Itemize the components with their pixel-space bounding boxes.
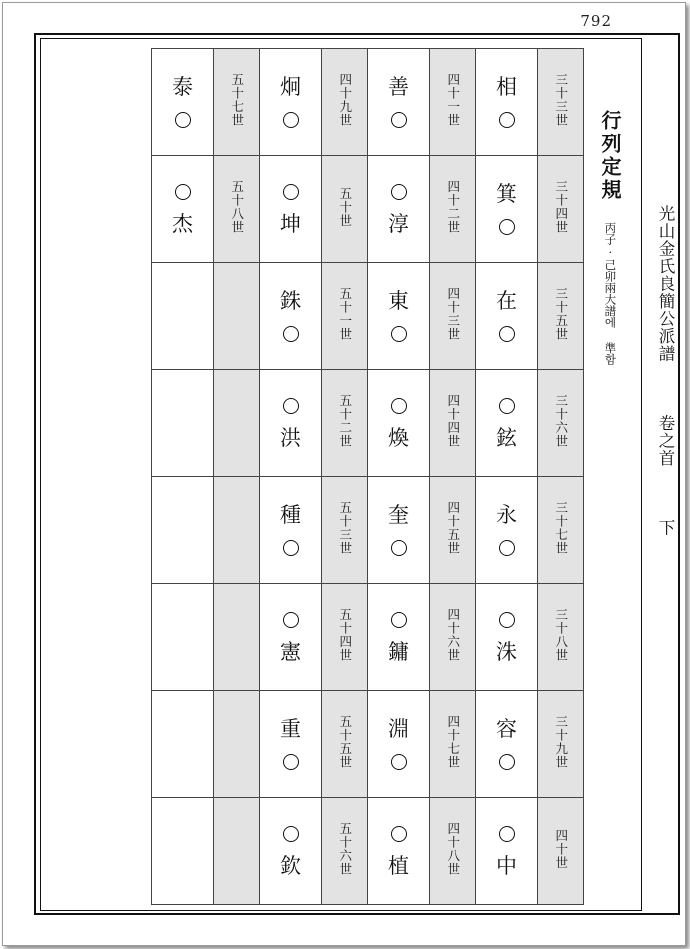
placeholder-circle	[391, 826, 407, 842]
part-label: 下	[656, 519, 675, 537]
table-row	[152, 584, 584, 691]
generation-cell	[430, 49, 476, 156]
generation-cell	[214, 477, 260, 584]
placeholder-circle	[499, 540, 515, 556]
generation-label: 三十五世	[553, 287, 569, 341]
name-pattern	[152, 798, 213, 904]
table-row	[152, 263, 584, 370]
name-pattern	[152, 156, 213, 262]
generation-cell	[430, 477, 476, 584]
generation-character: 坤	[280, 211, 301, 236]
generation-label: 三十九世	[553, 715, 569, 769]
name-cell	[152, 49, 214, 156]
placeholder-circle	[499, 612, 515, 628]
placeholder-circle	[499, 398, 515, 414]
name-cell	[368, 798, 430, 905]
table-body	[152, 49, 584, 905]
name-pattern	[368, 477, 429, 583]
name-cell	[152, 691, 214, 798]
placeholder-circle	[391, 540, 407, 556]
generation-character: 箕	[496, 181, 517, 206]
placeholder-circle	[283, 326, 299, 342]
generation-character: 洪	[280, 425, 301, 450]
generation-cell	[538, 691, 584, 798]
generation-name-table	[151, 48, 584, 905]
generation-cell	[214, 584, 260, 691]
generation-label: 四十一世	[445, 73, 461, 127]
generation-cell	[538, 263, 584, 370]
name-cell	[152, 798, 214, 905]
table-row	[152, 798, 584, 905]
name-pattern	[368, 798, 429, 904]
name-cell	[368, 156, 430, 263]
name-pattern	[476, 477, 537, 583]
generation-cell	[322, 49, 368, 156]
generation-cell	[430, 156, 476, 263]
generation-label: 四十三世	[445, 287, 461, 341]
generation-character: 重	[280, 716, 301, 741]
generation-character: 鉉	[496, 425, 517, 450]
generation-label: 四十四世	[445, 394, 461, 448]
name-cell	[152, 370, 214, 477]
name-cell	[368, 370, 430, 477]
generation-character: 欽	[280, 853, 301, 878]
name-cell	[260, 584, 322, 691]
placeholder-circle	[283, 540, 299, 556]
generation-label: 五十三世	[337, 501, 353, 555]
generation-label: 三十六世	[553, 394, 569, 448]
name-pattern	[476, 49, 537, 155]
name-cell	[476, 584, 538, 691]
name-pattern	[476, 691, 537, 797]
generation-character: 相	[496, 74, 517, 99]
generation-label: 五十七世	[229, 73, 245, 127]
name-pattern	[260, 798, 321, 904]
book-side-title	[653, 205, 677, 537]
generation-character: 種	[280, 502, 301, 527]
generation-character: 植	[388, 853, 409, 878]
name-pattern	[368, 263, 429, 369]
name-pattern	[260, 263, 321, 369]
generation-label: 四十五世	[445, 501, 461, 555]
generation-character: 煥	[388, 425, 409, 450]
name-pattern	[152, 370, 213, 476]
generation-label: 四十八世	[445, 822, 461, 876]
generation-cell	[430, 370, 476, 477]
name-cell	[368, 263, 430, 370]
name-pattern	[152, 691, 213, 797]
placeholder-circle	[499, 754, 515, 770]
generation-label: 四十六世	[445, 608, 461, 662]
table-row	[152, 370, 584, 477]
placeholder-circle	[175, 184, 191, 200]
name-cell	[368, 691, 430, 798]
name-cell	[368, 584, 430, 691]
generation-cell	[214, 49, 260, 156]
generation-label: 五十五世	[337, 715, 353, 769]
generation-cell	[538, 798, 584, 905]
generation-label: 三十四世	[553, 180, 569, 234]
generation-cell	[430, 691, 476, 798]
generation-cell	[322, 798, 368, 905]
placeholder-circle	[499, 112, 515, 128]
generation-character: 中	[496, 853, 517, 878]
generation-cell	[214, 691, 260, 798]
generation-label: 五十四世	[337, 608, 353, 662]
generation-character: 永	[496, 502, 517, 527]
name-pattern	[368, 691, 429, 797]
generation-cell	[214, 156, 260, 263]
name-pattern	[260, 584, 321, 690]
generation-cell	[430, 584, 476, 691]
generation-cell	[430, 798, 476, 905]
placeholder-circle	[283, 184, 299, 200]
name-cell	[476, 370, 538, 477]
generation-label: 四十世	[553, 828, 569, 870]
name-pattern	[476, 156, 537, 262]
generation-character: 憲	[280, 639, 301, 664]
placeholder-circle	[283, 112, 299, 128]
name-cell	[260, 370, 322, 477]
generation-label: 三十八世	[553, 608, 569, 662]
name-cell	[260, 477, 322, 584]
generation-character: 泰	[172, 74, 193, 99]
placeholder-circle	[175, 112, 191, 128]
generation-character: 洙	[496, 639, 517, 664]
table-row	[152, 691, 584, 798]
generation-label: 五十八世	[229, 180, 245, 234]
generation-character: 鏞	[388, 639, 409, 664]
generation-cell	[322, 263, 368, 370]
name-cell	[476, 156, 538, 263]
placeholder-circle	[391, 184, 407, 200]
name-pattern	[476, 584, 537, 690]
placeholder-circle	[391, 398, 407, 414]
generation-cell	[538, 477, 584, 584]
generation-label: 五十二世	[337, 394, 353, 448]
generation-character: 奎	[388, 502, 409, 527]
placeholder-circle	[283, 398, 299, 414]
name-pattern	[476, 798, 537, 904]
placeholder-circle	[283, 754, 299, 770]
generation-cell	[538, 584, 584, 691]
placeholder-circle	[499, 219, 515, 235]
placeholder-circle	[283, 826, 299, 842]
generation-character: 東	[388, 288, 409, 313]
generation-cell	[538, 370, 584, 477]
name-pattern	[260, 691, 321, 797]
generation-character: 容	[496, 716, 517, 741]
book-title: 光山金氏良簡公派譜	[656, 205, 675, 363]
generation-cell	[322, 477, 368, 584]
generation-cell	[430, 263, 476, 370]
generation-label: 四十九世	[337, 73, 353, 127]
name-cell	[476, 49, 538, 156]
generation-label: 三十三世	[553, 73, 569, 127]
placeholder-circle	[391, 112, 407, 128]
generation-label: 四十二世	[445, 180, 461, 234]
generation-label: 四十七世	[445, 715, 461, 769]
name-pattern	[368, 156, 429, 262]
name-pattern	[260, 49, 321, 155]
name-pattern	[368, 370, 429, 476]
generation-character: 銖	[280, 288, 301, 313]
name-cell	[260, 263, 322, 370]
generation-label: 五十一世	[337, 287, 353, 341]
name-cell	[152, 584, 214, 691]
name-cell	[260, 156, 322, 263]
generation-cell	[322, 691, 368, 798]
name-cell	[152, 156, 214, 263]
name-pattern	[260, 156, 321, 262]
generation-label: 五十世	[337, 186, 353, 228]
name-cell	[476, 263, 538, 370]
generation-cell	[214, 263, 260, 370]
generation-character: 炯	[280, 74, 301, 99]
generation-character: 淳	[388, 211, 409, 236]
placeholder-circle	[499, 326, 515, 342]
name-pattern	[152, 477, 213, 583]
name-pattern	[476, 370, 537, 476]
name-cell	[368, 477, 430, 584]
placeholder-circle	[391, 326, 407, 342]
generation-cell	[214, 798, 260, 905]
placeholder-circle	[391, 612, 407, 628]
generation-character: 善	[388, 74, 409, 99]
name-cell	[260, 49, 322, 156]
generation-label: 五十六世	[337, 822, 353, 876]
generation-cell	[538, 156, 584, 263]
section-note: 丙子·己卯兩大譜에 準함	[603, 222, 618, 365]
generation-cell	[322, 370, 368, 477]
generation-character: 淵	[388, 716, 409, 741]
generation-character: 杰	[172, 211, 193, 236]
table-row	[152, 477, 584, 584]
name-pattern	[152, 49, 213, 155]
placeholder-circle	[283, 612, 299, 628]
name-pattern	[368, 584, 429, 690]
name-cell	[368, 49, 430, 156]
name-pattern	[152, 584, 213, 690]
placeholder-circle	[391, 754, 407, 770]
name-cell	[260, 798, 322, 905]
name-pattern	[260, 477, 321, 583]
generation-character: 在	[496, 288, 517, 313]
placeholder-circle	[499, 826, 515, 842]
name-cell	[476, 477, 538, 584]
name-cell	[152, 263, 214, 370]
generation-cell	[538, 49, 584, 156]
generation-label: 三十七世	[553, 501, 569, 555]
section-title: 行列定規	[598, 110, 622, 202]
volume-label: 卷之首	[656, 414, 675, 467]
name-pattern	[152, 263, 213, 369]
name-cell	[476, 798, 538, 905]
generation-cell	[322, 584, 368, 691]
name-pattern	[476, 263, 537, 369]
name-pattern	[368, 49, 429, 155]
table-row	[152, 156, 584, 263]
name-cell	[476, 691, 538, 798]
generation-cell	[322, 156, 368, 263]
table-row	[152, 49, 584, 156]
name-cell	[260, 691, 322, 798]
name-cell	[152, 477, 214, 584]
generation-cell	[214, 370, 260, 477]
page-number: 792	[580, 12, 612, 30]
name-pattern	[260, 370, 321, 476]
